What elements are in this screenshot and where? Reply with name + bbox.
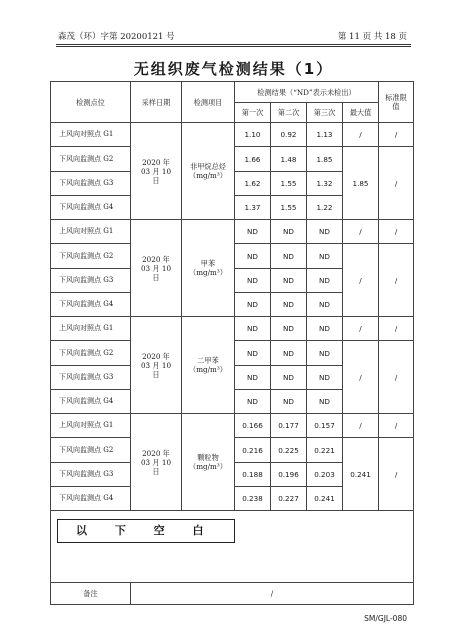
page-info: 第 11 页 共 18 页 <box>337 32 407 42</box>
value-second: 0.196 <box>271 463 307 487</box>
location-cell: 下风向监测点 G3 <box>51 463 131 487</box>
value-third: 0.157 <box>307 414 343 438</box>
item-unit: （mg/m³） <box>189 171 227 180</box>
limit-cell: / <box>379 317 414 341</box>
remarks-row <box>51 583 414 605</box>
max-cell: / <box>343 220 379 244</box>
date-text: 2020 年 03 月 10 日 <box>140 351 172 379</box>
max-cell: / <box>343 317 379 341</box>
table-row <box>51 123 414 147</box>
value-third: ND <box>307 390 343 414</box>
location-cell: 上风向对照点 G1 <box>51 414 131 438</box>
value-second: 0.225 <box>271 438 307 463</box>
value-third: ND <box>307 244 343 269</box>
value-first: ND <box>235 317 271 341</box>
header-second: 第二次 <box>271 103 307 123</box>
value-second: ND <box>271 269 307 293</box>
value-second: 1.48 <box>271 147 307 172</box>
date-cell <box>131 123 182 220</box>
value-first: 0.188 <box>235 463 271 487</box>
value-third: ND <box>307 269 343 293</box>
limit-cell: / <box>379 341 414 414</box>
header-rule-2 <box>56 46 411 47</box>
blank-row <box>51 511 414 583</box>
limit-cell: / <box>379 220 414 244</box>
location-cell: 下风向监测点 G2 <box>51 244 131 269</box>
max-cell: 0.241 <box>343 438 379 511</box>
value-first: 1.10 <box>235 123 271 147</box>
value-third: ND <box>307 220 343 244</box>
location-cell: 下风向监测点 G2 <box>51 341 131 366</box>
location-cell: 下风向监测点 G4 <box>51 487 131 511</box>
item-name: 颗粒物 <box>197 453 219 462</box>
item-cell <box>182 123 235 220</box>
value-third: 1.32 <box>307 172 343 196</box>
location-cell: 上风向对照点 G1 <box>51 123 131 147</box>
item-unit: （mg/m³） <box>189 462 227 471</box>
value-first: 1.37 <box>235 196 271 220</box>
max-cell: / <box>343 414 379 438</box>
date-cell <box>131 220 182 317</box>
location-cell: 上风向对照点 G1 <box>51 220 131 244</box>
value-third: 0.221 <box>307 438 343 463</box>
location-cell: 上风向对照点 G1 <box>51 317 131 341</box>
location-cell: 下风向监测点 G2 <box>51 147 131 172</box>
report-title: 无组织废气检测结果（1） <box>133 60 334 78</box>
value-first: ND <box>235 244 271 269</box>
value-first: 0.238 <box>235 487 271 511</box>
value-second: 0.177 <box>271 414 307 438</box>
table-row <box>51 317 414 341</box>
blank-cell <box>51 511 414 583</box>
location-cell: 下风向监测点 G4 <box>51 293 131 317</box>
remarks-label: 备注 <box>51 583 131 605</box>
date-cell <box>131 414 182 511</box>
header-result-group: 检测结果（“ND”表示未检出） <box>235 82 379 103</box>
value-first: ND <box>235 220 271 244</box>
limit-cell: / <box>379 147 414 220</box>
value-third: ND <box>307 341 343 366</box>
results-table <box>50 81 414 605</box>
table-row <box>51 414 414 438</box>
value-second: ND <box>271 244 307 269</box>
max-cell: / <box>343 244 379 317</box>
limit-cell: / <box>379 123 414 147</box>
limit-cell: / <box>379 414 414 438</box>
header-location: 检测点位 <box>51 82 131 123</box>
location-cell: 下风向监测点 G2 <box>51 438 131 463</box>
header-first: 第一次 <box>235 103 271 123</box>
value-second: ND <box>271 341 307 366</box>
value-second: 0.227 <box>271 487 307 511</box>
max-cell: 1.85 <box>343 147 379 220</box>
value-third: 1.22 <box>307 196 343 220</box>
location-cell: 下风向监测点 G3 <box>51 366 131 390</box>
value-first: ND <box>235 293 271 317</box>
value-second: ND <box>271 317 307 341</box>
location-cell: 下风向监测点 G4 <box>51 390 131 414</box>
item-unit: （mg/m³） <box>189 365 227 374</box>
value-first: 1.62 <box>235 172 271 196</box>
item-name: 二甲苯 <box>197 356 219 365</box>
value-third: ND <box>307 293 343 317</box>
value-first: 1.66 <box>235 147 271 172</box>
location-cell: 下风向监测点 G4 <box>51 196 131 220</box>
value-first: ND <box>235 390 271 414</box>
value-first: ND <box>235 269 271 293</box>
value-first: 0.166 <box>235 414 271 438</box>
location-cell: 下风向监测点 G3 <box>51 269 131 293</box>
date-cell <box>131 317 182 414</box>
date-text: 2020 年 03 月 10 日 <box>140 448 172 476</box>
item-name: 非甲烷总烃 <box>190 162 226 171</box>
header-date: 采样日期 <box>131 82 182 123</box>
header-rule <box>56 44 411 45</box>
value-first: ND <box>235 341 271 366</box>
value-third: 0.203 <box>307 463 343 487</box>
doc-number: 森茂（环）字第 20200121 号 <box>58 32 175 42</box>
value-second: ND <box>271 390 307 414</box>
value-third: 0.241 <box>307 487 343 511</box>
value-second: ND <box>271 293 307 317</box>
value-second: 0.92 <box>271 123 307 147</box>
header-limit: 标准限值 <box>379 82 414 123</box>
item-name: 甲苯 <box>200 259 216 268</box>
item-cell <box>182 414 235 511</box>
header-third: 第三次 <box>307 103 343 123</box>
remarks-value: / <box>131 583 414 605</box>
value-second: 1.55 <box>271 196 307 220</box>
value-first: ND <box>235 366 271 390</box>
value-third: 1.13 <box>307 123 343 147</box>
limit-cell: / <box>379 244 414 317</box>
max-cell: / <box>343 123 379 147</box>
value-third: 1.85 <box>307 147 343 172</box>
item-cell <box>182 220 235 317</box>
location-cell: 下风向监测点 G3 <box>51 172 131 196</box>
header-max: 最大值 <box>343 103 379 123</box>
value-second: ND <box>271 366 307 390</box>
date-text: 2020 年 03 月 10 日 <box>140 157 172 185</box>
blank-stamp: 以 下 空 白 <box>57 519 235 543</box>
value-first: 0.216 <box>235 438 271 463</box>
item-unit: （mg/m³） <box>189 268 227 277</box>
header-item: 检测项目 <box>182 82 235 123</box>
value-third: ND <box>307 317 343 341</box>
form-code: SM/GJL-080 <box>364 614 407 623</box>
table-row <box>51 220 414 244</box>
item-cell <box>182 317 235 414</box>
date-text: 2020 年 03 月 10 日 <box>140 254 172 282</box>
value-second: 1.55 <box>271 172 307 196</box>
limit-cell: / <box>379 438 414 511</box>
value-third: ND <box>307 366 343 390</box>
value-second: ND <box>271 220 307 244</box>
max-cell: / <box>343 341 379 414</box>
